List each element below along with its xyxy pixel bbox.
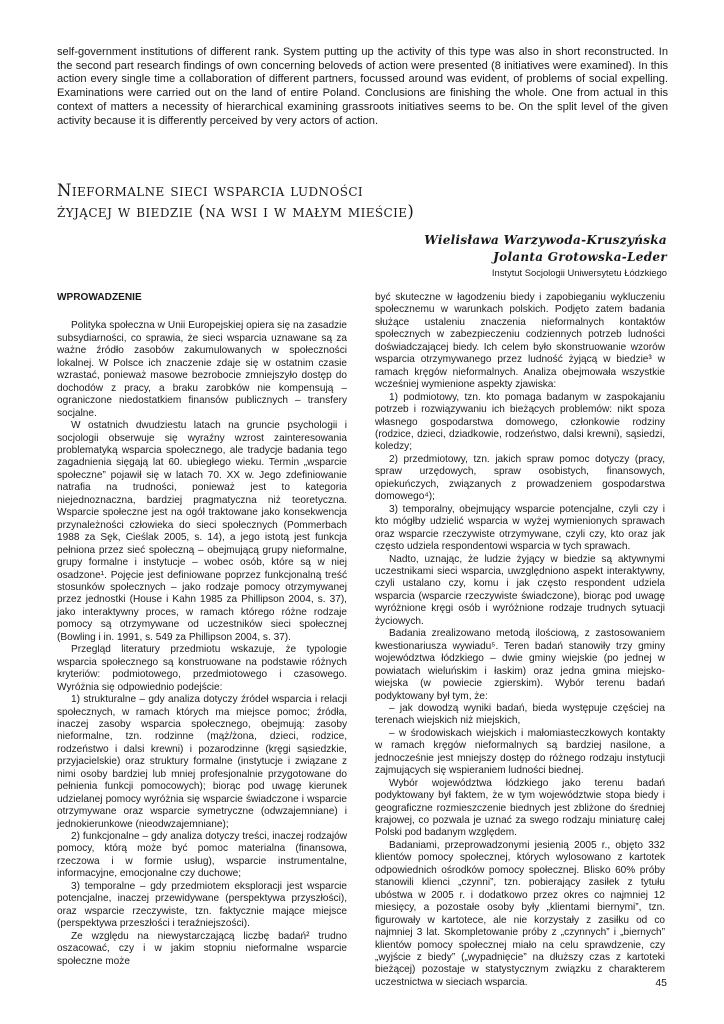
paragraph: być skuteczne w łagodzeniu biedy i zapobieganiu wykluczeniu społecznemu w warunkach polskich. Podjęto zatem badania służące ustaleniu znaczenia nieformalnych kontaktów społecznych w zabezpieczeniu codziennych potrzeb ludności doświadczającej biedy. Ich celem było skonstruowanie wzorów wsparcia otrzymywanego przez ludność żyjącą w biedzie³ w ramach kręgów nieformalnych. Analiza obejmowała wszystkie wcześniej wymienione aspekty zjawiska: [375, 292, 665, 391]
list-item: 3) temporalne – gdy przedmiotem eksploracji jest wsparcie potencjalne, inaczej przewidywane (perspektywa przyszłości), oraz wsparcie rzeczywiste, tzn. faktycznie mające miejsce (perspektywa przeszłości i teraźniejszości). [57, 880, 347, 930]
list-item: 1) podmiotowy, tzn. kto pomaga badanym w zaspokajaniu potrzeb i rozwiązywaniu ich bieżących problemów: nikt spoza własnego gospodarstwa domowego, członkowie rodziny (rodzice, dzieci, dziadkowie, rodzeństwo, dalsi krewni), sąsiedzi, koledzy; [375, 391, 665, 453]
author-block [424, 232, 667, 279]
author-name: Jolanta Grotowska-Leder [493, 250, 667, 264]
paragraph: Polityka społeczna w Unii Europejskiej opiera się na zasadzie subsydiarności, co sprawia, że sieci wsparcia uznawane są za ważne źródło zasobów zakumulowanych w społeczności lokalnej. W Polsce ich znaczenie zdaje się w ostatnim czasie wzrastać, ponieważ masowe bezrobocie zmniejszyło dostęp do dochodów z pracy, a braku zarobków nie kompensują – ograniczone niedostatkiem finansów publicznych – transfery socjalne. [57, 320, 347, 419]
list-item: – jak dowodzą wyniki badań, bieda występuje częściej na terenach wiejskich niż miejskich, [375, 702, 665, 727]
paragraph: Badania zrealizowano metodą ilościową, z zastosowaniem kwestionariusza wywiadu⁵. Teren badań stanowiły trzy gminy województwa łódzkiego – dwie gminy wiejskie (po jednej w powiatach wieluńskim i łaskim) oraz jedna gmina miejsko-wiejska (w powiecie zgierskim). Wybór terenu badań podyktowany był tym, że: [375, 628, 665, 702]
author-name: Wielisława Warzywoda-Kruszyńska [424, 233, 667, 247]
page-number: 45 [655, 977, 667, 989]
list-item: – w środowiskach wiejskich i małomiasteczkowych kontakty w ramach kręgów nieformalnych są bardziej nasilone, a jednocześnie jest mniejszy dostęp do różnego rodzaju instytucji zajmujących się wspieraniem ludności biednej. [375, 727, 665, 777]
article-title [57, 180, 677, 222]
section-heading: WPROWADZENIE [57, 292, 142, 303]
list-item: 1) strukturalne – gdy analiza dotyczy źródeł wsparcia i relacji społecznych, w ramach których ma miejsce pomoc; źródła, inaczej zasoby wsparcia społecznego, obejmują: zasoby nieformalne, tzn. rodzinne (mąż/żona, dzieci, rodzice, rodzeństwo i dalsi krewni) i pozarodzinne (kręgi sąsiedzkie, przyjacielskie) oraz struktury formalne (instytucje i związane z nimi osoby bardziej lub mniej profesjonalnie przygotowane do pełnienia funkcji pomocowych); biorąc pod uwagę kierunek udzielanej pomocy wyróżnia się wsparcie świadczone i wsparcie otrzymywane oraz wsparcie symetryczne (odwzajemniane) i jednokierunkowe (nieodwzajemniane); [57, 694, 347, 830]
list-item: 3) temporalny, obejmujący wsparcie potencjalne, czyli czy i kto mógłby udzielić wsparcia w wyżej wymienionych sprawach oraz wsparcie rzeczywiste otrzymywane, czyli czy, kto oraz jak często udziela respondentowi wsparcia w tych sprawach. [375, 503, 665, 553]
list-item: 2) funkcjonalne – gdy analiza dotyczy treści, inaczej rodzajów pomocy, którą może być pomoc materialna (finansowa, rzeczowa i w formie usług), wsparcie instrumentalne, informacyjne, emocjonalne czy duchowe; [57, 831, 347, 880]
list-item: 2) przedmiotowy, tzn. jakich spraw pomoc dotyczy (pracy, spraw urzędowych, spraw osobistych, finansowych, opiekuńczych, związanych z prowadzeniem gospodarstwa domowego⁴); [375, 453, 665, 503]
left-column [57, 292, 347, 968]
paragraph: Wybór województwa łódzkiego jako terenu badań podyktowany był faktem, że w tym województwie stopa biedy i geograficzne rozmieszczenie biednych jest zbliżone do średniej krajowej, co pozwala je uznać za swego rodzaju miniaturę całej Polski pod badanym względem. [375, 777, 665, 839]
paragraph: Badaniami, przeprowadzonymi jesienią 2005 r., objęto 332 klientów pomocy społecznej, których wylosowano z kartotek odpowiednich ośrodków pomocy społecznej. Blisko 60% próby stanowili klienci „czynni”, tzn. pobierający zasiłek z tytułu ubóstwa w 2005 r. i dodatkowo przez okres co najmniej 12 miesięcy, a pozostałe osoby były „klientami biernymi”, tzn. figurowały w kartotece, ale nie korzystały z zasiłku od co najmniej 3 lat. Skompletowanie próby z „czynnych” i „biernych” klientów pomocy społecznej miało na celu sprawdzenie, czy „wyjście z biedy” („wypadnięcie” na dłuższy czas z kartoteki bieżącej) pozostaje w statystycznym związku z charakterem uczestnictwa w sieciach wsparcia. [375, 839, 665, 988]
abstract-text: self-government institutions of different rank. System putting up the activity of this type was also in short reconstructed. In the second part research findings of own concerning beloveds of action were presented (8 initiatives were examined). In this action every single time a collaboration of different partners, focussed around was evident, of problems of social expelling. Examinations were carried out on the land of entire Poland. Conclusions are finishing the whole. One from actual in this context of matters a necessity of hierarchical examining grassroots initiatives seems to be. On the split level of the given activity because it is differently perceived by very actors of action. [57, 46, 668, 127]
paragraph: W ostatnich dwudziestu latach na gruncie psychologii i socjologii obserwuje się wyraźny wzrost zainteresowania problematyką wsparcia społecznego, ale tradycje badania tego zagadnienia sięgają lat 60. ubiegłego wieku. Termin „wsparcie społeczne” pojawił się w latach 70. XX w. Jego zdefiniowanie natrafia na trudności, ponieważ jest to kategoria niejednoznaczna, bardziej pragmatyczna niż teoretyczna. Wsparcie społeczne jest na ogół traktowane jako konsekwencja przynależności człowieka do sieci społecznych (Pommerbach 1988 za Sęk, Cieślak 2005, s. 14), a jego istotą jest funkcja pełniona przez sieć społeczną – obejmującą grupy nieformalne, grupy formalne i instytucje – wobec osób, które są w niej osadzone¹. Pojęcie jest definiowane poprzez funkcjonalną treść stosunków społecznych – jako rodzaje pomocy otrzymywanej przez jednostki (House i Kahn 1985 za Phillipson 2004, s. 37), jako interaktywny proces, w ramach którego różne rodzaje pomocy są otrzymywane od uczestników sieci społecznej (Bowling i in. 1991, s. 549 za Phillipson 2004, s. 37). [57, 420, 347, 643]
paragraph: Nadto, uznając, że ludzie żyjący w biedzie są aktywnymi uczestnikami sieci wsparcia, uwzględniono aspekt interaktywny, czyli ustalano czy, komu i jak często respondent udziela wsparcia (wsparcie rzeczywiste świadczone), biorąc pod uwagę wyróżnione kręgi osób i wyróżnione rodzaje trudnych sytuacji życiowych. [375, 553, 665, 627]
title-line-2: żyjącej w biedzie (na wsi i w małym mieście) [57, 202, 415, 221]
author-affiliation: Instytut Socjologii Uniwersytetu Łódzkiego [491, 267, 667, 278]
right-column [375, 292, 665, 989]
paragraph: Przegląd literatury przedmiotu wskazuje, że typologie wsparcia społecznego są konstruowane na podstawie różnych kryteriów: podmiotowego, przedmiotowego i czasowego. Wyróżnia się odpowiednio podejście: [57, 644, 347, 693]
title-line-1: Nieformalne sieci wsparcia ludności [57, 181, 364, 200]
paragraph: Ze względu na niewystarczającą liczbę badań² trudno oszacować, czy i w jakim stopniu nieformalne wsparcie społeczne może [57, 930, 347, 967]
